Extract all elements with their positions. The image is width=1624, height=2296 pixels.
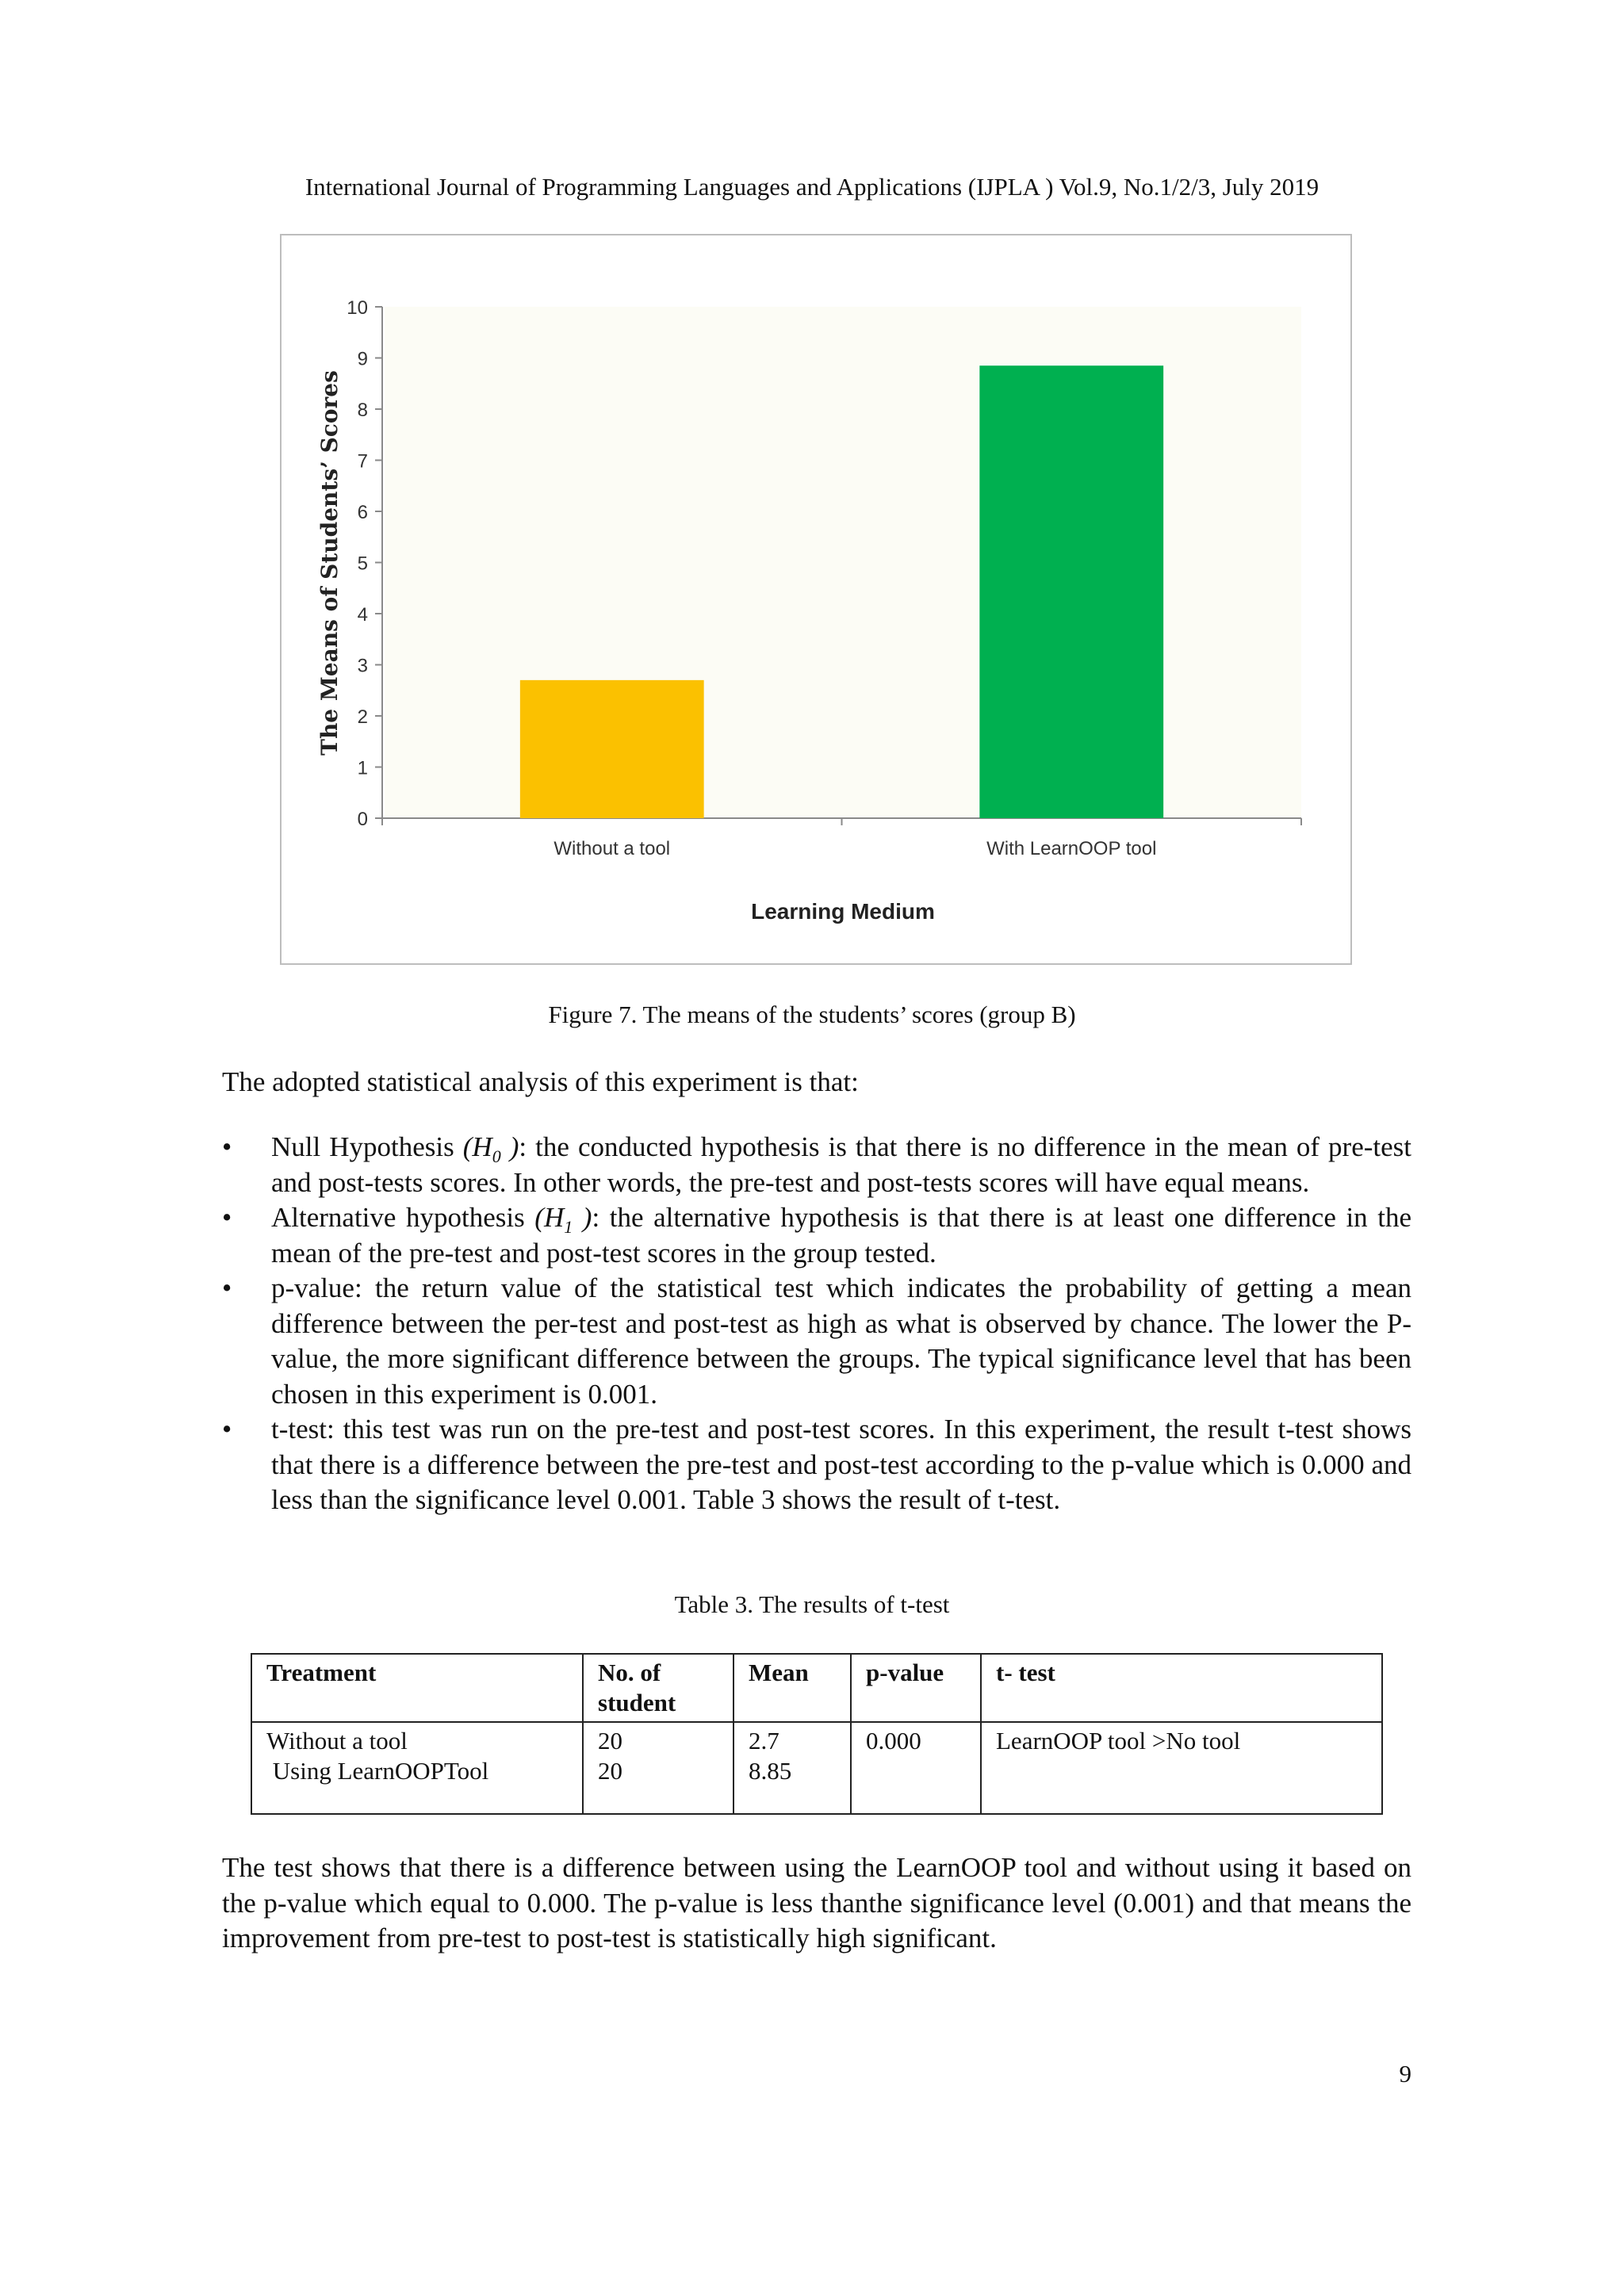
y-tick-label: 8 — [357, 400, 368, 421]
list-item: • p-value: the return value of the statistical test which indicates the probability of getting a mean difference between the per-test and post-test as high as what is observed by chance. The lower the P-value, the more significant difference between the groups. The typical significance level that has been chosen in this experiment is 0.001. — [222, 1272, 1411, 1410]
intro-paragraph: The adopted statistical analysis of this experiment is that: — [222, 1066, 859, 1097]
t-test-results-table — [251, 1653, 1383, 1815]
bar-chart — [282, 235, 1350, 963]
bullet-icon: • — [222, 1272, 232, 1303]
x-tick-label: With LearnOOP tool — [986, 838, 1157, 859]
y-tick-label: 5 — [357, 553, 368, 575]
column-header: Treatment — [251, 1654, 583, 1722]
column-header: p-value — [851, 1654, 981, 1722]
x-axis — [382, 818, 1301, 859]
y-axis-label: The Means of Students’ Scores — [316, 370, 343, 756]
bar — [520, 680, 704, 818]
x-tick-label: Without a tool — [553, 838, 671, 859]
y-tick-label: 4 — [357, 604, 368, 626]
list-item: • t-test: this test was run on the pre-test and post-test scores. In this experiment, the result t-test shows that there is a difference between the pre-test and post-test according to the p-value which is 0.000 and less than the significance level 0.001. Table 3 shows the result of t-test. — [222, 1414, 1411, 1515]
list-item: • Alternative hypothesis ($H_1$ ): the alternative hypothesis is that there is at least one difference in the mean of the pre-test and post-test scores in the group tested. — [222, 1202, 1411, 1269]
y-tick-label: 3 — [357, 655, 368, 677]
table-cell: 0.000 — [851, 1722, 981, 1814]
table-cell: Without a tool Using LearnOOPTool — [251, 1722, 583, 1814]
hypothesis-list — [222, 1130, 1411, 1518]
y-tick-label: 6 — [357, 502, 368, 523]
bullet-icon: • — [222, 1131, 232, 1162]
y-tick-label: 2 — [357, 706, 368, 728]
table-row — [251, 1722, 1382, 1814]
bullet-icon: • — [222, 1202, 232, 1233]
y-tick-label: 10 — [347, 297, 368, 319]
column-header: Mean — [733, 1654, 851, 1722]
figure-caption: Figure 7. The means of the students’ scores (group B) — [548, 1001, 1076, 1028]
conclusion-paragraph: The test shows that there is a difference between using the LearnOOP tool and without using it based on the p-value which equal to 0.000. The p-value is less thanthe significance level (0.001) and that means the improvement from pre-test to post-test is statistically high significant. — [222, 1852, 1411, 1954]
figure-7-chart — [280, 234, 1352, 965]
y-tick-label: 9 — [357, 348, 368, 370]
x-axis-label: Learning Medium — [751, 899, 935, 924]
column-header: t- test — [981, 1654, 1382, 1722]
journal-header: International Journal of Programming Languages and Applications (IJPLA ) Vol.9, No.1/2/3, July 2019 — [304, 173, 1320, 201]
page-number: 9 — [1399, 2060, 1411, 2087]
y-axis — [347, 297, 382, 830]
table-cell: LearnOOP tool >No tool — [981, 1722, 1382, 1814]
table-caption: Table 3. The results of t-test — [674, 1590, 950, 1618]
table-cell: 2.7 8.85 — [733, 1722, 851, 1814]
y-tick-label: 0 — [357, 809, 368, 830]
column-header: No. of student — [583, 1654, 733, 1722]
bullet-icon: • — [222, 1414, 232, 1445]
y-tick-label: 7 — [357, 450, 368, 473]
y-tick-label: 1 — [357, 757, 368, 779]
table-cell: 20 20 — [583, 1722, 733, 1814]
list-item: • Null Hypothesis ($H_0$ ): the conducted hypothesis is that there is no difference in the mean of pre-test and post-tests scores. In other words, the pre-test and post-tests scores will have equal means. — [222, 1131, 1411, 1198]
bar — [979, 365, 1163, 818]
